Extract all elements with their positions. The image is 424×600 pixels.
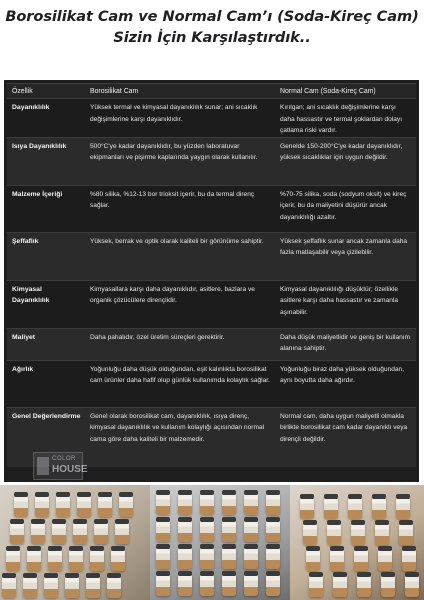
jar-lid: [156, 544, 170, 549]
spice-jar: [399, 523, 413, 545]
jar-lid: [405, 572, 419, 577]
spice-jar: [244, 547, 258, 569]
spice-jar: [266, 520, 280, 542]
spice-jar: [10, 522, 24, 544]
jar-lid: [14, 492, 28, 497]
table-row: [7, 137, 416, 185]
jar-lid: [178, 544, 192, 549]
jar-lid: [156, 517, 170, 522]
spice-jar: [309, 575, 323, 597]
row-borosilicate: Yüksek, berrak ve optik olarak kaliteli bir görünüme sahiptir.: [85, 232, 275, 280]
jar-lid: [178, 571, 192, 576]
jar-lid: [303, 520, 317, 525]
jar-lid: [115, 519, 129, 524]
jar-lid: [266, 544, 280, 549]
spice-jar: [48, 549, 62, 571]
jar-lid: [77, 492, 91, 497]
spice-jar: [266, 493, 280, 515]
jar-lid: [222, 571, 236, 576]
row-feature: Dayanıklılık: [7, 99, 85, 138]
spice-jar: [94, 522, 108, 544]
jar-lid: [31, 519, 45, 524]
table-row: [7, 99, 416, 138]
row-feature: Maliyet: [7, 328, 85, 360]
jar-lid: [35, 492, 49, 497]
spice-jar: [303, 523, 317, 545]
jar-lid: [244, 544, 258, 549]
row-normal-glass: Yoğunluğu biraz daha yüksek olduğundan, aynı boyutta daha ağırdır.: [275, 360, 416, 407]
jar-lid: [200, 490, 214, 495]
spice-jar: [378, 549, 392, 571]
spice-jar: [178, 547, 192, 569]
spice-jar: [351, 523, 365, 545]
spice-jar: [35, 495, 49, 517]
comparison-table: [4, 80, 419, 482]
spice-jar: [327, 523, 341, 545]
jar-lid: [306, 546, 320, 551]
jar-lid: [357, 572, 371, 577]
spice-jar: [52, 522, 66, 544]
spice-jar: [6, 549, 20, 571]
table-row: [7, 328, 416, 360]
jar-lid: [178, 490, 192, 495]
row-borosilicate: Genel olarak borosilikat cam, dayanıklılık, ısıya direnç, kimyasal dayanıklılık ve kullanım kolaylığı açısından normal cama göre daha kaliteli bir malzemedir.: [85, 407, 275, 467]
jar-lid: [222, 544, 236, 549]
jar-lid: [333, 572, 347, 577]
jar-lid: [69, 546, 83, 551]
jar-lid: [372, 494, 386, 499]
row-normal-glass: Genelde 150-200°C'ye kadar dayanıklıdır, yüksek sıcaklıklar için uygun değildir.: [275, 137, 416, 185]
jar-lid: [90, 546, 104, 551]
row-borosilicate: 500°C'ye kadar dayanıklıdır, bu yüzden laboratuvar ekipmanları ve pişirme kaplarında yaygın olarak kullanılır.: [85, 137, 275, 185]
spice-jar: [372, 497, 386, 519]
jar-lid: [98, 492, 112, 497]
jar-lid: [330, 546, 344, 551]
jar-lid: [86, 573, 100, 578]
jar-lid: [378, 546, 392, 551]
spice-jar: [178, 520, 192, 542]
jar-lid: [351, 520, 365, 525]
jar-lid: [244, 517, 258, 522]
row-feature: Malzeme İçeriği: [7, 185, 85, 232]
watermark-line-2: HOUSE: [52, 464, 88, 475]
jar-lid: [65, 573, 79, 578]
color-house-watermark: [33, 452, 88, 480]
spice-jar: [178, 574, 192, 596]
jar-lid: [399, 520, 413, 525]
jar-lid: [200, 517, 214, 522]
table-row: [7, 185, 416, 232]
table-row: [7, 232, 416, 280]
title-line-2: Sizin İçin Karşılaştırdık..: [113, 29, 311, 46]
spice-jar: [200, 520, 214, 542]
spice-jar: [31, 522, 45, 544]
row-normal-glass: %70-75 silika, soda (sodyum oksit) ve kireç içerir, bu da maliyetini düşürür ancak dayanıklılığı azaltır.: [275, 185, 416, 232]
jar-lid: [266, 517, 280, 522]
table-row: [7, 280, 416, 328]
jar-lid: [56, 492, 70, 497]
spice-jar: [111, 549, 125, 571]
row-feature: Genel Değerlendirme: [7, 407, 85, 467]
row-feature: Ağırlık: [7, 360, 85, 407]
row-feature: Isıya Dayanıklılık: [7, 137, 85, 185]
photo-spice-drawer-left: [0, 485, 150, 600]
spice-jar: [44, 576, 58, 598]
spice-jar: [156, 520, 170, 542]
photo-spice-drawer-right: [290, 485, 424, 600]
jar-lid: [73, 519, 87, 524]
row-normal-glass: Normal cam, daha uygun maliyetli olmakla birlikte borosilikat cam kadar dayanıklı veya dirençli değildir.: [275, 407, 416, 467]
jar-lid: [244, 571, 258, 576]
header-feature: Özellik: [7, 84, 85, 99]
jar-lid: [324, 494, 338, 499]
spice-jar: [14, 495, 28, 517]
page-title: [0, 6, 424, 48]
spice-jar: [73, 522, 87, 544]
row-normal-glass: Yüksek şeffaflık sunar ancak zamanla daha fazla matlaşabilir veya çizilebilir.: [275, 232, 416, 280]
jar-lid: [402, 546, 416, 551]
spice-jar: [56, 495, 70, 517]
spice-jar: [266, 574, 280, 596]
jar-lid: [354, 546, 368, 551]
jar-lid: [200, 544, 214, 549]
jar-lid: [6, 546, 20, 551]
photo-spice-drawer-middle: [150, 485, 290, 600]
spice-jar: [222, 547, 236, 569]
jar-lid: [119, 492, 133, 497]
row-feature: Kimyasal Dayanıklılık: [7, 280, 85, 328]
jar-lid: [222, 517, 236, 522]
jar-lid: [94, 519, 108, 524]
row-normal-glass: Kırılgan; ani sıcaklık değişimlerine karşı daha hassastır ve termal şoklardan dolayı çatlama riski vardır.: [275, 99, 416, 138]
spice-jar: [98, 495, 112, 517]
spice-jar: [354, 549, 368, 571]
jar-lid: [375, 520, 389, 525]
spice-jar: [244, 574, 258, 596]
spice-jar: [107, 576, 121, 598]
jar-lid: [23, 573, 37, 578]
spice-jar: [396, 497, 410, 519]
spice-jar: [405, 575, 419, 597]
table-row: [7, 360, 416, 407]
spice-jar: [115, 522, 129, 544]
header-normal-glass: Normal Cam (Soda-Kireç Cam): [275, 84, 416, 99]
spice-jar: [222, 520, 236, 542]
jar-lid: [266, 571, 280, 576]
spice-jar: [200, 547, 214, 569]
spice-jar: [324, 497, 338, 519]
spice-jar: [402, 549, 416, 571]
spice-jar: [90, 549, 104, 571]
jar-lid: [156, 571, 170, 576]
header-borosilicate: Borosilikat Cam: [85, 84, 275, 99]
jar-lid: [200, 571, 214, 576]
jar-lid: [300, 494, 314, 499]
spice-jar: [2, 576, 16, 598]
spice-jar: [348, 497, 362, 519]
jar-lid: [52, 519, 66, 524]
jar-lid: [309, 572, 323, 577]
spice-jar: [23, 576, 37, 598]
spice-jar: [178, 493, 192, 515]
spice-jar: [333, 575, 347, 597]
row-feature: Şeffaflık: [7, 232, 85, 280]
jar-lid: [381, 572, 395, 577]
spice-jar: [156, 547, 170, 569]
spice-jar: [69, 549, 83, 571]
spice-jar: [119, 495, 133, 517]
spice-jar: [77, 495, 91, 517]
row-borosilicate: %80 silika, %12-13 bor trioksit içerir, bu da termal direnç sağlar.: [85, 185, 275, 232]
spice-jar: [357, 575, 371, 597]
spice-jar: [222, 574, 236, 596]
row-normal-glass: Kimyasal dayanıklılığı düşüktür; özellikle asitlere karşı daha hassastır ve zamanla aşınabilir.: [275, 280, 416, 328]
jar-lid: [44, 573, 58, 578]
row-borosilicate: Yüksek termal ve kimyasal dayanıklılık sunar; ani sıcaklık değişimlerine karşı dayanıklıdır.: [85, 99, 275, 138]
spice-jar: [306, 549, 320, 571]
spice-jar: [222, 493, 236, 515]
jar-lid: [327, 520, 341, 525]
spice-jar: [330, 549, 344, 571]
spice-jar: [156, 493, 170, 515]
jar-lid: [396, 494, 410, 499]
spice-jar: [266, 547, 280, 569]
row-borosilicate: Yoğunluğu daha düşük olduğundan, eşit kalınlıkta borosilikat cam ürünler daha hafif olup günlük kullanımda kolaylık sağlar.: [85, 360, 275, 407]
jar-lid: [348, 494, 362, 499]
spice-jar: [300, 497, 314, 519]
watermark-logo-icon: [37, 457, 49, 475]
jar-lid: [27, 546, 41, 551]
spice-jar: [65, 576, 79, 598]
table-header-row: [7, 84, 416, 99]
spice-jar: [381, 575, 395, 597]
jar-lid: [244, 490, 258, 495]
spice-jar: [156, 574, 170, 596]
spice-jar: [375, 523, 389, 545]
jar-lid: [48, 546, 62, 551]
jar-lid: [2, 573, 16, 578]
watermark-line-1: COLOR: [52, 456, 76, 462]
row-borosilicate: Daha pahalıdır, özel üretim süreçleri gerektirir.: [85, 328, 275, 360]
jar-lid: [266, 490, 280, 495]
spice-jar: [244, 520, 258, 542]
title-line-1: Borosilikat Cam ve Normal Cam’ı (Soda-Kireç Cam): [5, 8, 419, 25]
row-normal-glass: Daha düşük maliyetlidir ve geniş bir kullanım alanına sahiptir.: [275, 328, 416, 360]
row-borosilicate: Kimyasallara karşı daha dayanıklıdır, asitlere, bazlara ve organik çözücülere dirençlidir.: [85, 280, 275, 328]
spice-jar: [244, 493, 258, 515]
spice-jar: [200, 574, 214, 596]
jar-lid: [222, 490, 236, 495]
jar-lid: [156, 490, 170, 495]
jar-lid: [10, 519, 24, 524]
spice-jar: [200, 493, 214, 515]
jar-lid: [111, 546, 125, 551]
spice-jar: [27, 549, 41, 571]
jar-lid: [107, 573, 121, 578]
jar-lid: [178, 517, 192, 522]
spice-jar: [86, 576, 100, 598]
